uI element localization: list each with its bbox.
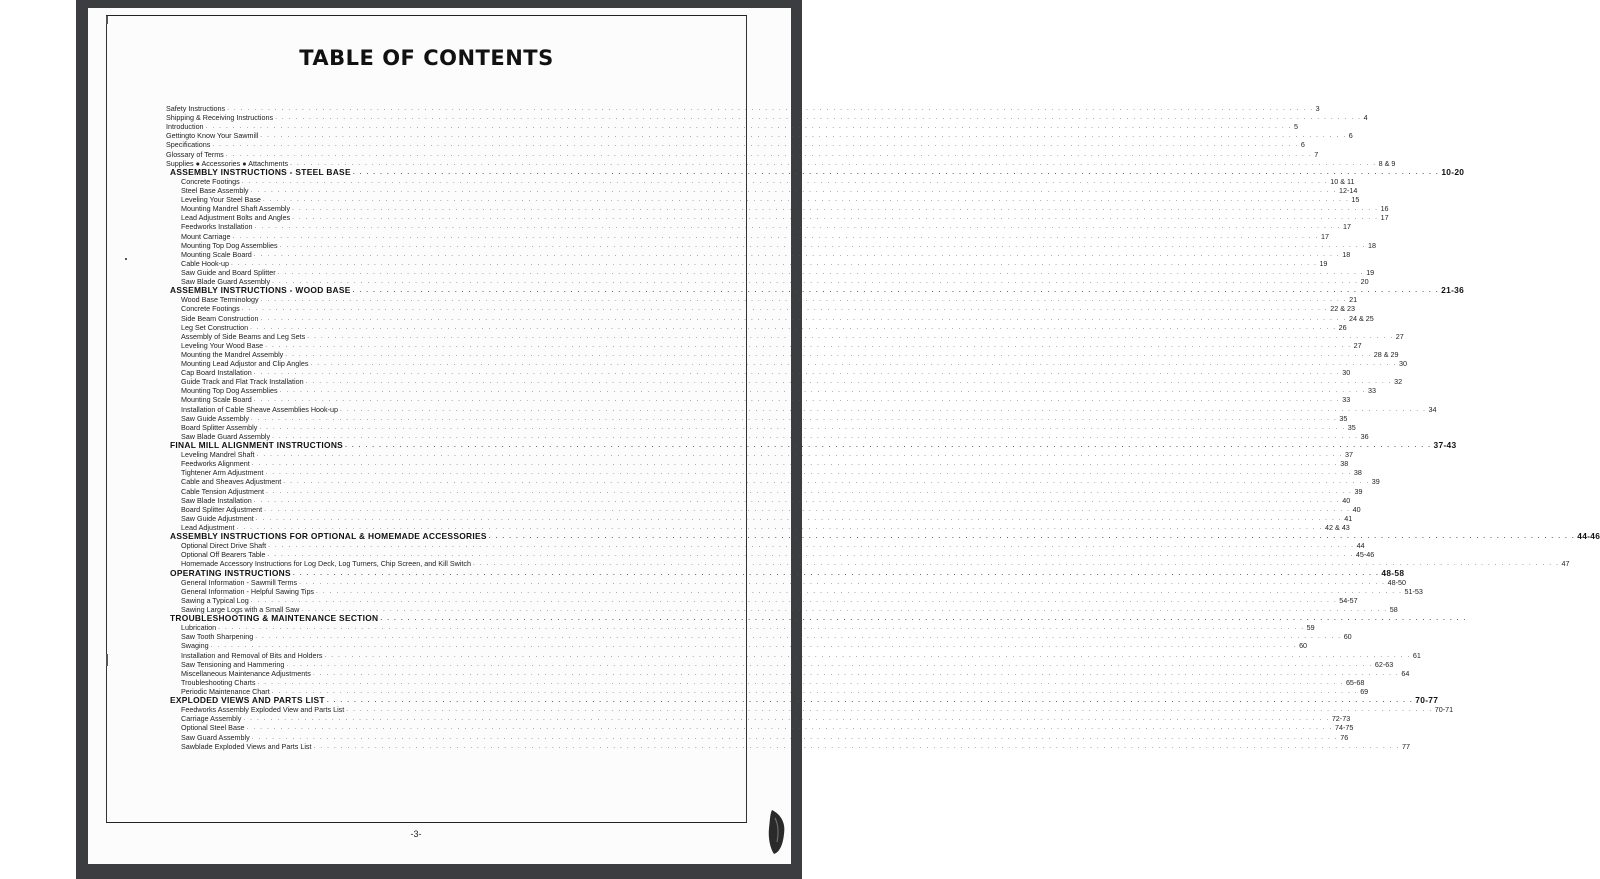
toc-entry-title: Steel Base Assembly <box>181 185 249 195</box>
toc-entry <box>166 122 1299 132</box>
toc-entry <box>166 213 1389 223</box>
toc-entry-title: Cable and Sheaves Adjustment <box>181 477 282 487</box>
toc-entry <box>166 113 1368 123</box>
toc-entry <box>166 267 1375 277</box>
toc-entry-page: 44-46 <box>1577 531 1600 542</box>
toc-section-heading <box>166 166 1465 177</box>
toc-entry-page: 26 <box>1338 322 1347 332</box>
toc-entry-title: OPERATING INSTRUCTIONS <box>170 567 291 578</box>
dot-leader: . . . . . . . . . . . . . . . . . . . . . . . . . . . . . . . . . . . . . . . . . . . . . . . . . . . . . . . . . . . . . . . . . . . . . . . . . . . . . . . . . . . . . . . . . . . . . . . . . . . . . . . . . . . . . . . . . . . . . . . . . . . . . . . . . . . . . . . . . . . . . . . . . . . . . . . . . . . . . . . . <box>286 660 1373 668</box>
toc-entry-title: Saw Guide Adjustment <box>181 513 254 523</box>
toc-entry-title: General Information - Helpful Sawing Tips <box>181 586 315 596</box>
toc-entry-page: 39 <box>1354 486 1363 496</box>
dot-leader: . . . . . . . . . . . . . . . . . . . . . . . . . . . . . . . . . . . . . . . . . . . . . . . . . . . . . . . . . . . . . . . . . . . . . . . . . . . . . . . . . . . . . . . . . . . . . . . . . . . . . . . . . . . . . . . . . . . . . . . . . . . . . . . . . . . . . . . . . . . . . . . . . . . . . . . . . . . . . . . . <box>253 250 1341 258</box>
toc-entry <box>166 386 1377 396</box>
toc-entry-page: 10-20 <box>1441 166 1465 177</box>
toc-entry-title: Mounting Scale Board <box>181 395 252 405</box>
toc-entry <box>166 668 1410 678</box>
toc-entry-page: 37-43 <box>1433 440 1457 451</box>
toc-entry-page: 74-75 <box>1335 723 1354 733</box>
toc-entry-page: 40 <box>1352 504 1361 514</box>
toc-section-heading <box>166 285 1465 296</box>
toc-entry-page: 20 <box>1360 277 1369 287</box>
toc-entry <box>166 459 1349 469</box>
dot-leader: . . . . . . . . . . . . . . . . . . . . . . . . . . . . . . . . . . . . . . . . . . . . . . . . . . . . . . . . . . . . . . . . . . . . . . . . . . . . . . . . . . . . . . . . . . . . . . . . . . . . . . . . . . . . . . . . . . . . . . . . . . . . . . . . . . . . . . . . . . . . . . . . . . . . . . . . . . . . . . . . <box>275 114 1362 122</box>
toc-entry-title: Cable Tension Adjustment <box>181 486 264 496</box>
toc-entry-page: 30 <box>1342 368 1351 378</box>
dot-leader: . . . . . . . . . . . . . . . . . . . . . . . . . . . . . . . . . . . . . . . . . . . . . . . . . . . . . . . . . . . . . . . . . . . . . . . . . . . . . . . . . . . . . . . . . . . . . . . . . . . . . . . . . . . . . . . . . . . . . . . . . . . . . . . . . . . . . . . . . . . . . . . . . . . . . . . . . . . . . . . . <box>285 350 1372 358</box>
dot-leader: . . . . . . . . . . . . . . . . . . . . . . . . . . . . . . . . . . . . . . . . . . . . . . . . . . . . . . . . . . . . . . . . . . . . . . . . . . . . . . . . . . . . . . . . . . . . . . . . . . . . . . . . . . . . . . . . . . . . . . . . . . . . . . . . . . . . . . . . . . . . . . . . . . . . . . . . . . . . . . . . <box>292 205 1379 213</box>
dot-leader: . . . . . . . . . . . . . . . . . . . . . . . . . . . . . . . . . . . . . . . . . . . . . . . . . . . . . . . . . . . . . . . . . . . . . . . . . . . . . . . . . . . . . . . . . . . . . . . . . . . . . . . . . . . . . . . . . . . . . . . . . . . . . . . . . . . . . . . . . . . . . . . . . . . . . . . . . . . . . . . . <box>352 168 1440 176</box>
dot-leader: . . . . . . . . . . . . . . . . . . . . . . . . . . . . . . . . . . . . . . . . . . . . . . . . . . . . . . . . . . . . . . . . . . . . . . . . . . . . . . . . . . . . . . . . . . . . . . . . . . . . . . . . . . . . . . . . . . . . . . . . . . . . . . . . . . . . . . . . . . . . . . . . . . . . . . . . . . . . . . . . <box>279 241 1367 249</box>
dot-leader: . . . . . . . . . . . . . . . . . . . . . . . . . . . . . . . . . . . . . . . . . . . . . . . . . . . . . . . . . . . . . . . . . . . . . . . . . . . . . . . . . . . . . . . . . . . . . . . . . . . . . . . . . . . . . . . . . . . . . . . . . . . . . . . . . . . . . . . . . . . . . . . . . . . . . . . . . . . . . . . . <box>324 651 1411 659</box>
toc-entry <box>166 450 1354 460</box>
toc-entry-page: 72-73 <box>1331 714 1351 724</box>
toc-entry <box>166 304 1355 314</box>
toc-entry-title: Mounting Mandrel Shaft Assembly <box>181 204 291 214</box>
toc-entry-title: Sawing Large Logs with a Small Saw <box>181 605 300 614</box>
dot-leader: . . . . . . . . . . . . . . . . . . . . . . . . . . . . . . . . . . . . . . . . . . . . . . . . . . . . . . . . . . . . . . . . . . . . . . . . . . . . . . . . . . . . . . . . . . . . . . . . . . . . . . . . . . . . . . . . . . . . . . . . . . . . . . . . . . . . . . . . . . . . . . . . . . . . . . . . . . . . . . . . <box>277 268 1365 276</box>
toc-entry <box>166 586 1423 596</box>
dot-leader: . . . . . . . . . . . . . . . . . . . . . . . . . . . . . . . . . . . . . . . . . . . . . . . . . . . . . . . . . . . . . . . . . . . . . . . . . . . . . . . . . . . . . . . . . . . . . . . . . . . . . . . . . . . . . . . . . . . . . . . . . . . . . . . . . . . . . . . . . . . . . . . . . . . . . . . . . . . . . . . . <box>256 451 1344 459</box>
toc-entry-title: Concrete Footings <box>181 304 240 314</box>
toc-entry-title: Leveling Your Steel Base <box>181 195 261 205</box>
toc-entry-page: 69 <box>1360 686 1369 696</box>
toc-entry-title: Concrete Footings <box>181 176 240 186</box>
dot-leader: . . . . . . . . . . . . . . . . . . . . . . . . . . . . . . . . . . . . . . . . . . . . . . . . . . . . . . . . . . . . . . . . . . . . . . . . . . . . . . . . . . . . . . . . . . . . . . . . . . . . . . . . . . . . . . . . . . . . . . . . . . . . . . . . . . . . . . . . . . . . . . . . . . . . . . . . . . . . . . . . <box>345 442 1432 450</box>
dot-leader: . . . . . . . . . . . . . . . . . . . . . . . . . . . . . . . . . . . . . . . . . . . . . . . . . . . . . . . . . . . . . . . . . . . . . . . . . . . . . . . . . . . . . . . . . . . . . . . . . . . . . . . . . . . . . . . . . . . . . . . . . . . . . . . . . . . . . . . . . . . . . . . . . . . . . . . . . . . . . . . . <box>301 606 1388 613</box>
toc-entry-page: 7 <box>1314 149 1319 159</box>
toc-entry <box>166 650 1421 660</box>
toc-entry-page: 19 <box>1366 267 1375 277</box>
toc-entry-page: 30 <box>1398 359 1407 369</box>
toc-entry-title: Optional Direct Drive Shaft <box>181 541 267 551</box>
toc-entry-title: Lead Adjustment Bolts and Angles <box>181 213 291 223</box>
dot-leader: . . . . . . . . . . . . . . . . . . . . . . . . . . . . . . . . . . . . . . . . . . . . . . . . . . . . . . . . . . . . . . . . . . . . . . . . . . . . . . . . . . . . . . . . . . . . . . . . . . . . . . . . . . . . . . . . . . . . . . . . . . . . . . . . . . . . . . . . . . . . . . . . . . . . . . . . . . . . . . . . <box>246 724 1334 732</box>
page-title: TABLE OF CONTENTS <box>299 46 554 70</box>
toc-entry-title: Mounting Scale Board <box>181 249 252 259</box>
toc-entry-title: Introduction <box>166 122 204 132</box>
toc-entry-title: Leveling Your Wood Base <box>181 340 264 350</box>
toc-entry-page: 34 <box>1428 404 1437 414</box>
toc-entry-title: Leveling Mandrel Shaft <box>181 450 255 460</box>
toc-entry <box>166 577 1406 587</box>
toc-entry-title: Side Beam Construction <box>181 313 259 323</box>
toc-entry-page: 6 <box>1348 131 1353 141</box>
toc-entry <box>166 349 1399 359</box>
toc-entry-title: Saw Blade Guard Assembly <box>181 277 271 287</box>
dot-leader: . . . . . . . . . . . . . . . . . . . . . . . . . . . . . . . . . . . . . . . . . . . . . . . . . . . . . . . . . . . . . . . . . . . . . . . . . . . . . . . . . . . . . . . . . . . . . . . . . . . . . . . . . . . . . . . . . . . . . . . . . . . . . . . . . . . . . . . . . . . . . . . . . . . . . . . . . . . . . . . . <box>262 196 1350 204</box>
dot-leader: . . . . . . . . . . . . . . . . . . . . . . . . . . . . . . . . . . . . . . . . . . . . . . . . . . . . . . . . . . . . . . . . . . . . . . . . . . . . . . . . . . . . . . . . . . . . . . . . . . . . . . . . . . . . . . . . . . . . . . . . . . . . . . . . . . . . . . . . . . . . . . . . . . . . . . . . . . . . . . . . <box>265 341 1352 349</box>
toc-entry-title: Miscellaneous Maintenance Adjustments <box>181 668 311 678</box>
dot-leader: . . . . . . . . . . . . . . . . . . . . . . . . . . . . . . . . . . . . . . . . . . . . . . . . . . . . . . . . . . . . . . . . . . . . . . . . . . . . . . . . . . . . . . . . . . . . . . . . . . . . . . . . . . . . . . . . . . . . . . . . . . . . . . . . . . . . . . . . . . . . . . . . . . . . . . . . . . . . . . . . <box>250 323 1337 331</box>
toc-entry-title: Cap Board Installation <box>181 368 252 378</box>
toc-entry-title: ASSEMBLY INSTRUCTIONS - STEEL BASE <box>170 166 351 177</box>
toc-entry-page: 27 <box>1353 340 1362 350</box>
toc-entry <box>166 504 1361 514</box>
toc-entry-page: 48-50 <box>1387 577 1406 587</box>
toc-entry <box>166 204 1389 214</box>
toc-entry <box>166 103 1320 113</box>
dot-leader: . . . . . . . . . . . . . . . . . . . . . . . . . . . . . . . . . . . . . . . . . . . . . . . . . . . . . . . . . . . . . . . . . . . . . . . . . . . . . . . . . . . . . . . . . . . . . . . . . . . . . . . . . . . . . . . . . . . . . . . . . . . . . . . . . . . . . . . . . . . . . . . . . . . . . . . . . . . . . . . . <box>307 332 1394 340</box>
dot-leader: . . . . . . . . . . . . . . . . . . . . . . . . . . . . . . . . . . . . . . . . . . . . . . . . . . . . . . . . . . . . . . . . . . . . . . . . . . . . . . . . . . . . . . . . . . . . . . . . . . . . . . . . . . . . . . . . . . . . . . . . . . . . . . . . . . . . . . . . . . . . . . . . . . . . . . . . . . . . . . . . <box>271 687 1359 695</box>
toc-entry-title: ASSEMBLY INSTRUCTIONS - WOOD BASE <box>170 285 351 296</box>
toc-entry-page: 6 <box>1300 140 1305 150</box>
dot-leader: . . . . . . . . . . . . . . . . . . . . . . . . . . . . . . . . . . . . . . . . . . . . . . . . . . . . . . . . . . . . . . . . . . . . . . . . . . . . . . . . . . . . . . . . . . . . . . . . . . . . . . . . . . . . . . . . . . . . . . . . . . . . . . . . . . . . . . . . . . . . . . . . . . . . . . . . . . . . . . . . <box>225 150 1313 158</box>
toc-entry <box>166 231 1330 241</box>
toc-entry <box>166 222 1351 232</box>
toc-entry-title: Supplies ● Accessories ● Attachments <box>166 158 289 168</box>
toc-entry-title: Saw Blade Installation <box>181 495 252 505</box>
toc-entry-title: Mounting Top Dog Assemblies <box>181 386 278 396</box>
toc-entry-page: 35 <box>1339 413 1348 423</box>
dot-leader: . . . . . . . . . . . . . . . . . . . . . . . . . . . . . . . . . . . . . . . . . . . . . . . . . . . . . . . . . . . . . . . . . . . . . . . . . . . . . . . . . . . . . . . . . . . . . . . . . . . . . . . . . . . . . . . . . . . . . . . . . . . . . . . . . . . . . . . . . . . . . . . . . . . . . . . . . . . . . . . . <box>232 232 1320 240</box>
toc-entry-title: Feedworks Installation <box>181 222 253 232</box>
toc-entry-title: ASSEMBLY INSTRUCTIONS FOR OPTIONAL & HOMEMADE ACCESSORIES <box>170 531 487 542</box>
toc-entry-title: General Information - Sawmill Terms <box>181 577 298 587</box>
toc-entry-page: 62-63 <box>1374 659 1394 669</box>
dot-leader: . . . . . . . . . . . . . . . . . . . . . . . . . . . . . . . . . . . . . . . . . . . . . . . . . . . . . . . . . . . . . . . . . . . . . . . . . . . . . . . . . . . . . . . . . . . . . . . . . . . . . . . . . . . . . . . . . . . . . . . . . . . . . . . . . . . . . . . . . . . . . . . . . . . . . . . . . . . . . . . . <box>253 369 1341 377</box>
dot-leader: . . . . . . . . . . . . . . . . . . . . . . . . . . . . . . . . . . . . . . . . . . . . . . . . . . . . . . . . . . . . . . . . . . . . . . . . . . . . . . . . . . . . . . . . . . . . . . . . . . . . . . . . . . . . . . . . . . . . . . . . . . . . . . . . . . . . . . . . . . . . . . . . . . . . . . . . . . . . . . . . <box>260 296 1348 304</box>
toc-entry-page: 70-77 <box>1415 695 1439 706</box>
toc-entry-page: 41 <box>1344 513 1353 523</box>
toc-entry-page: 17 <box>1321 231 1330 241</box>
dot-leader: . . . . . . . . . . . . . . . . . . . . . . . . . . . . . . . . . . . . . . . . . . . . . . . . . . . . . . . . . . . . . . . . . . . . . . . . . . . . . . . . . . . . . . . . . . . . . . . . . . . . . . . . . . . . . . . . . . . . . . . . . . . . . . . . . . . . . . . . . . . . . . . . . . . . . . . . . . . . . . . . <box>243 715 1330 723</box>
toc-entry <box>166 340 1362 350</box>
toc-entry <box>166 149 1319 159</box>
toc-entry-title: Tightener Arm Adjustment <box>181 468 264 478</box>
edge-mark <box>106 16 108 24</box>
toc-entry <box>166 377 1403 387</box>
toc-entry-title: Troubleshooting Charts <box>181 677 256 687</box>
edge-mark <box>106 654 108 666</box>
dot-leader: . . . . . . . . . . . . . . . . . . . . . . . . . . . . . . . . . . . . . . . . . . . . . . . . . . . . . . . . . . . . . . . . . . . . . . . . . . . . . . . . . . . . . . . . . . . . . . . . . . . . . . . . . . . . . . . . . . . . . . . . . . . . . . . . . . . . . . . . . . . . . . . . . . . . . . . . . . . . . . . . <box>340 405 1427 413</box>
toc-entry-page: 70-71 <box>1434 705 1454 715</box>
toc-entry-page: 18 <box>1342 249 1351 259</box>
dot-leader: . . . . . . . . . . . . . . . . . . . . . . . . . . . . . . . . . . . . . . . . . . . . . . . . . . . . . . . . . . . . . . . . . . . . . . . . . . . . . . . . . . . . . . . . . . . . . . . . . . . . . . . . . . . . . . . . . . . . . . . . . . . . . . . . . . . . . . . . . . . . . . . . . . . . . . . . . . . . . . . . <box>272 278 1359 286</box>
dot-leader: . . . . . . . . . . . . . . . . . . . . . . . . . . . . . . . . . . . . . . . . . . . . . . . . . . . . . . . . . . . . . . . . . . . . . . . . . . . . . . . . . . . . . . . . . . . . . . . . . . . . . . . . . . . . . . . . . . . . . . . . . . . . . . . . . . . . . . . . . . . . . . . . . . . . . . . . . . . . . . . . <box>265 487 1353 495</box>
toc-entry <box>166 723 1354 733</box>
toc-section-heading <box>166 567 1405 578</box>
dot-leader: . . . . . . . . . . . . . . . . . . . . . . . . . . . . . . . . . . . . . . . . . . . . . . . . . . . . . . . . . . . . . . . . . . . . . . . . . . . . . . . . . . . . . . . . . . . . . . . . . . . . . . . . . . . . . . . . . . . . . . . . . . . . . . . . . . . . . . . . . . . . . . . . . . . . . . . . . . . . . . . . <box>251 460 1339 468</box>
toc-entry <box>166 395 1351 405</box>
toc-entry-title: Assembly of Side Beams and Leg Sets <box>181 331 306 341</box>
toc-entry <box>166 495 1351 505</box>
toc-entry-title: Safety Instructions <box>166 103 226 113</box>
toc-entry-title: Sawblade Exploded Views and Parts List <box>181 741 312 751</box>
toc-entry-page: 36 <box>1360 431 1369 441</box>
toc-entry-title: Board Splitter Assembly <box>181 422 258 432</box>
dot-leader: . . . . . . . . . . . . . . . . . . . . . . . . . . . . . . . . . . . . . . . . . . . . . . . . . . . . . . . . . . . . . . . . . . . . . . . . . . . . . . . . . . . . . . . . . . . . . . . . . . . . . . . . . . . . . . . . . . . . . . . . . . . . . . . . . . . . . . . . . . . . . . . . . . . . . . . . . . . . . . . . <box>255 633 1342 641</box>
dot-leader: . . . . . . . . . . . . . . . . . . . . . . . . . . . . . . . . . . . . . . . . . . . . . . . . . . . . . . . . . . . . . . . . . . . . . . . . . . . . . . . . . . . . . . . . . . . . . . . . . . . . . . . . . . . . . . . . . . . . . . . . . . . . . . . . . . . . . . . . . . . . . . . . . . . . . . . . . . . . . . . . <box>241 305 1329 313</box>
toc-entry-page: 32 <box>1394 377 1403 387</box>
toc-entry-title: EXPLODED VIEWS AND PARTS LIST <box>170 695 325 706</box>
dot-leader: . . . . . . . . . . . . . . . . . . . . . . . . . . . . . . . . . . . . . . . . . . . . . . . . . . . . . . . . . . . . . . . . . . . . . . . . . . . . . . . . . . . . . . . . . . . . . . . . . . . . . . . . . . . . . . . . . . . . . . . . . . . . . . . . . . . . . . . . . . . . . . . . . . . . . . . . . . . . . . . . <box>241 177 1329 185</box>
toc-entry-title: TROUBLESHOOTING & MAINTENANCE SECTION <box>170 613 379 624</box>
toc-section-heading <box>166 531 1600 542</box>
toc-entry-title: Feedworks Alignment <box>181 459 250 469</box>
dot-leader: . . . . . . . . . . . . . . . . . . . . . . . . . . . . . . . . . . . . . . . . . . . . . . . . . . . . . . . . . . . . . . . . . . . . . . . . . . . . . . . . . . . . . . . . . . . . . . . . . . . . . . . . . . . . . . . . . . . . . . . . . . . . . . . . . . . . . . . . . . . . . . . . . . . . . . . . . . . . . . . . <box>253 496 1341 504</box>
toc-entry <box>166 368 1351 378</box>
toc-entry <box>166 176 1355 186</box>
toc-entry-page: 16 <box>1380 204 1389 214</box>
toc-entry-page: 12-14 <box>1339 185 1358 195</box>
toc-entry-page: 47 <box>1561 559 1570 569</box>
toc-entry <box>166 632 1352 642</box>
dot-leader: . . . . . . . . . . . . . . . . . . . . . . . . . . . . . . . . . . . . . . . . . . . . . . . . . . . . . . . . . . . . . . . . . . . . . . . . . . . . . . . . . . . . . . . . . . . . . . . . . . . . . . . . . . . . . . . . . . . . . . . . . . . . . . . . . . . . . . . . . . . . . . . . . . . . . . . . . . . . . . . . <box>255 514 1343 522</box>
table-of-contents <box>166 103 1600 751</box>
dot-leader: . . . . . . . . . . . . . . . . . . . . . . . . . . . . . . . . . . . . . . . . . . . . . . . . . . . . . . . . . . . . . . . . . . . . . . . . . . . . . . . . . . . . . . . . . . . . . . . . . . . . . . . . . . . . . . . . . . . . . . . . . . . . . . . . . . . . . . . . . . . . . . . . . . . . . . . . . . . . . . . . <box>205 123 1293 131</box>
toc-entry-title: Specifications <box>166 140 211 150</box>
toc-entry <box>166 195 1360 205</box>
toc-entry-page: 65-68 <box>1345 677 1365 687</box>
page-curl-thumb-icon <box>766 808 788 856</box>
toc-entry-page: 35 <box>1347 422 1356 432</box>
toc-entry-page: 8 & 9 <box>1378 158 1396 168</box>
dot-leader: . . . . . . . . . . . . . . . . . . . . . . . . . . . . . . . . . . . . . . . . . . . . . . . . . . . . . . . . . . . . . . . . . . . . . . . . . . . . . . . . . . . . . . . . . . . . . . . . . . . . . . . . . . . . . . . . . . . . . . . . . . . . . . . . . . . . . . . . . . . . . . . . . . . . . . . . . . . . . . . . <box>257 678 1344 686</box>
toc-entry-title: Mounting the Mandrel Assembly <box>181 349 284 359</box>
toc-entry-title: Mounting Lead Adjustor and Clip Angles <box>181 359 309 369</box>
dot-leader: . . . . . . . . . . . . . . . . . . . . . . . . . . . . . . . . . . . . . . . . . . . . . . . . . . . . . . . . . . . . . . . . . . . . . . . . . . . . . . . . . . . . . . . . . . . . . . . . . . . . . . . . . . . . . . . . . . . . . . . . . . . . . . . . . . . . . . . . . . . . . . . . . . . . . . . . . . . . . . . . <box>230 259 1318 267</box>
toc-entry-page: 44 <box>1356 541 1365 551</box>
dot-leader: . . . . . . . . . . . . . . . . . . . . . . . . . . . . . . . . . . . . . . . . . . . . . . . . . . . . . . . . . . . . . . . . . . . . . . . . . . . . . . . . . . . . . . . . . . . . . . . . . . . . . . . . . . . . . . . . . . . . . . . . . . . . . . . . . . . . . . . . . . . . . . . . . . . . . . . . . . . . . . . . <box>290 159 1377 167</box>
toc-entry-page: 10 & 11 <box>1330 176 1355 186</box>
dot-leader: . . . . . . . . . . . . . . . . . . . . . . . . . . . . . . . . . . . . . . . . . . . . . . . . . . . . . . . . . . . . . . . . . . . . . . . . . . . . . . . . . . . . . . . . . . . . . . . . . . . . . . . . . . . . . . . . . . . . . . . . . . . . . . . . . . . . . . . . . . . . . . . . . . . . . . . . . . . . . . . . <box>292 214 1379 222</box>
dot-leader: . . . . . . . . . . . . . . . . . . . . . . . . . . . . . . . . . . . . . . . . . . . . . . . . . . . . . . . . . . . . . . . . . . . . . . . . . . . . . . . . . . . . . . . . . . . . . . . . . . . . . . . . . . . . . . . . . . . . . . . . . . . . . . . . . . . . . . . . . . . . . . . . . . . . . . . . . . . . . . . . <box>260 314 1347 322</box>
page-number: -3- <box>410 829 422 839</box>
toc-section-heading <box>166 695 1439 706</box>
toc-entry-page: 5 <box>1294 122 1299 132</box>
toc-entry <box>166 131 1353 141</box>
toc-entry-page: 59 <box>1306 623 1315 633</box>
toc-entry-page: 54-57 <box>1339 595 1358 605</box>
toc-entry-page: 64 <box>1401 668 1410 678</box>
toc-entry-page: 77 <box>1402 741 1411 751</box>
toc-section-heading <box>166 440 1457 451</box>
toc-entry-title: Mount Carriage <box>181 231 231 241</box>
toc-entry-title: Lubrication <box>181 623 217 633</box>
toc-entry-page: 60 <box>1299 641 1308 651</box>
toc-entry <box>166 140 1305 150</box>
dot-leader: . . . . . . . . . . . . . . . . . . . . . . . . . . . . . . . . . . . . . . . . . . . . . . . . . . . . . . . . . . . . . . . . . . . . . . . . . . . . . . . . . . . . . . . . . . . . . . . . . . . . . . . . . . . . . . . . . . . . . . . . . . . . . . . . . . . . . . . . . . . . . . . . . . . . . . . . . . . . . . . . <box>227 104 1314 112</box>
dot-leader: . . . . . . . . . . . . . . . . . . . . . . . . . . . . . . . . . . . . . . . . . . . . . . . . . . . . . . . . . . . . . . . . . . . . . . . . . . . . . . . . . . . . . . . . . . . . . . . . . . . . . . . . . . . . . . . . . . . . . . . . . . . . . . . . . . . . . . . . . . . . . . . . . . . . . . . . . . . . . . . . <box>250 186 1337 194</box>
toc-entry-page: 33 <box>1342 395 1351 405</box>
dot-leader: . . . . . . . . . . . . . . . . . . . . . . . . . . . . . . . . . . . . . . . . . . . . . . . . . . . . . . . . . . . . . . . . . . . . . . . . . . . . . . . . . . . . . . . . . . . . . . . . . . . . . . . . . . . . . . . . . . . . . . . . . . . . . . . . . . . . . . . . . . . . . . . . . . . . . . . . . . . . . . . . <box>267 551 1354 559</box>
dot-leader: . . . . . . . . . . . . . . . . . . . . . . . . . . . . . . . . . . . . . . . . . . . . . . . . . . . . . . . . . . . . . . . . . . . . . . . . . . . . . . . . . . . . . . . . . . . . . . . . . . . . . . . . . . . . . . . . . . . . . . . . . . . . . . . . . . . . . . . . . . . . . . . . . . . . . . . . . . . . . . . . <box>316 587 1403 595</box>
toc-entry <box>166 641 1308 651</box>
toc-entry-title: Carriage Assembly <box>181 714 242 724</box>
dot-leader: . . . . . . . . . . . . . . . . . . . . . . . . . . . . . . . . . . . . . . . . . . . . . . . . . . . . . . . . . . . . . . . . . . . . . . . . . . . . . . . . . . . . . . . . . . . . . . . . . . . . . . . . . . . . . . . . . . . . . . . . . . . . . . . . . . . . . . . . . . . . . . . . . . . . . . . . . . . . . . . . <box>488 533 1576 541</box>
toc-entry-title: Sawing a Typical Log <box>181 595 249 605</box>
dot-leader: . . . . . . . . . . . . . . . . . . . . . . . . . . . . . . . . . . . . . . . . . . . . . . . . . . . . . . . . . . . . . . . . . . . . . . . . . . . . . . . . . . . . . . . . . . . . . . . . . . . . . . . . . . . . . . . . . . . . . . . . . . . . . . . . . . . . . . . . . . . . . . . . . . . . . . . . . . . . . . . . <box>352 287 1440 295</box>
toc-entry-title: Homemade Accessory Instructions for Log Deck, Log Turners, Chip Screen, and Kill Switch <box>181 559 472 569</box>
dot-leader: . . . . . . . . . . . . . . . . . . . . . . . . . . . . . . . . . . . . . . . . . . . . . . . . . . . . . . . . . . . . . . . . . . . . . . . . . . . . . . . . . . . . . . . . . . . . . . . . . . . . . . . . . . . . . . . . . . . . . . . . . . . . . . . . . . . . . . . . . . . . . . . . . . . . . . . . . . . . . . . . <box>305 378 1393 386</box>
toc-entry <box>166 422 1356 432</box>
dot-leader: . . . . . . . . . . . . . . . . . . . . . . . . . . . . . . . . . . . . . . . . . . . . . . . . . . . . . . . . . . . . . . . . . . . . . . . . . . . . . . . . . . . . . . . . . . . . . . . . . . . . . . . . . . . . . . . . . . . . . . . . . . . . . . . . . . . . . . . . . . . . . . . . . . . . . . . . . . . . . . . . <box>473 560 1560 568</box>
toc-entry-title: Guide Track and Flat Track Installation <box>181 377 304 387</box>
toc-entry-title: Installation and Removal of Bits and Holders <box>181 650 323 660</box>
toc-entry <box>166 541 1365 551</box>
toc-entry-page: 58 <box>1389 605 1398 614</box>
toc-entry-page: 15 <box>1351 195 1360 205</box>
toc-entry <box>166 705 1454 715</box>
toc-entry <box>166 595 1358 605</box>
toc-entry-page: 19 <box>1319 258 1328 268</box>
toc-entry-title: Saw Tensioning and Hammering <box>181 659 285 669</box>
toc-entry-title: Saw Tooth Sharpening <box>181 632 254 642</box>
toc-entry-page: 3 <box>1315 103 1320 113</box>
toc-entry-page: 42 & 43 <box>1325 523 1350 533</box>
toc-entry <box>166 741 1411 751</box>
toc-entry-page: 48-58 <box>1381 567 1405 578</box>
toc-entry-page: 17 <box>1380 213 1389 223</box>
toc-entry <box>166 513 1353 523</box>
toc-entry-page: 28 & 29 <box>1373 349 1399 359</box>
toc-entry-page: 21-36 <box>1441 285 1465 296</box>
dot-leader: . . . . . . . . . . . . . . . . . . . . . . . . . . . . . . . . . . . . . . . . . . . . . . . . . . . . . . . . . . . . . . . . . . . . . . . . . . . . . . . . . . . . . . . . . . . . . . . . . . . . . . . . . . . . . . . . . . . . . . . . . . . . . . . . . . . . . . . . . . . . . . . . . . . . . . . . . . . . . . . . <box>279 387 1367 395</box>
dot-leader: . . . . . . . . . . . . . . . . . . . . . . . . . . . . . . . . . . . . . . . . . . . . . . . . . . . . . . . . . . . . . . . . . . . . . . . . . . . . . . . . . . . . . . . . . . . . . . . . . . . . . . . . . . . . . . . . . . . . . . . . . . . . . . . . . . . . . . . . . . . . . . . . . . . . . . . . . . . . . . . . <box>346 706 1433 714</box>
toc-entry-page: 27 <box>1395 331 1404 341</box>
dot-leader: . . . . . . . . . . . . . . . . . . . . . . . . . . . . . . . . . . . . . . . . . . . . . . . . . . . . . . . . . . . . . . . . . . . . . . . . . . . . . . . . . . . . . . . . . . . . . . . . . . . . . . . . . . . . . . . . . . . . . . . . . . . . . . . . . . . . . . . . . . . . . . . . . . . . . . . . . . . . . . . . <box>212 141 1299 149</box>
toc-entry-title: Cable Hook-up <box>181 258 229 268</box>
dot-leader: . . . . . . . . . . . . . . . . . . . . . . . . . . . . . . . . . . . . . . . . . . . . . . . . . . . . . . . . . . . . . . . . . . . . . . . . . . . . . . . . . . . . . . . . . . . . . . . . . . . . . . . . . . . . . . . . . . . . . . . . . . . . . . . . . . . . . . . . . . . . . . . . . . . . . . . . . . . . . . . . <box>264 505 1351 513</box>
toc-entry-page: 37 <box>1345 450 1354 460</box>
dot-leader: . . . . . . . . . . . . . . . . . . . . . . . . . . . . . . . . . . . . . . . . . . . . . . . . . . . . . . . . . . . . . . . . . . . . . . . . . . . . . . . . . . . . . . . . . . . . . . . . . . . . . . . . . . . . . . . . . . . . . . . . . . . . . . . . . . . . . . . . . . . . . . . . . . . . . . . . . . . . . . . . <box>268 542 1355 550</box>
toc-entry-title: Saw Blade Guard Assembly <box>181 431 271 441</box>
dot-leader: . . . . . . . . . . . . . . . . . . . . . . . . . . . . . . . . . . . . . . . . . . . . . . . . . . . . . . . . . . . . . . . . . . . . . . . . . . . . . . . . . . . . . . . . . . . . . . . . . . . . . . . . . . . . . . . . . . . . . . . . . . . . . . . . . . . . . . . . . . . . . . . . . . . . . . . . . . . . . . . . <box>283 478 1370 486</box>
toc-entry <box>166 313 1374 323</box>
toc-entry <box>166 550 1375 560</box>
toc-entry-page: 22 & 23 <box>1330 304 1355 314</box>
toc-entry-page: 4 <box>1363 113 1368 123</box>
dot-leader: . . . . . . . . . . . . . . . . . . . . . . . . . . . . . . . . . . . . . . . . . . . . . . . . . . . . . . . . . . . . . . . . . . . . . . . . . . . . . . . . . . . . . . . . . . . . . . . . . . . . . . . . . . . . . . . . . . . . . . . . . . . . . . . . . . . . . . . . . . . . . . . . . . . . . . . . . . . . . . . . <box>310 360 1397 368</box>
toc-entry-title: FINAL MILL ALIGNMENT INSTRUCTIONS <box>170 440 344 451</box>
toc-entry <box>166 331 1404 341</box>
toc-entry-page: 51-53 <box>1404 586 1423 596</box>
dot-leader: . . . . . . . . . . . . . . . . . . . . . . . . . . . . . . . . . . . . . . . . . . . . . . . . . . . . . . . . . . . . . . . . . . . . . . . . . . . . . . . . . . . . . . . . . . . . . . . . . . . . . . . . . . . . . . . . . . . . . . . . . . . . . . . . . . . . . . . . . . . . . . . . . . . . . . . . . . . . . . . . <box>260 132 1347 140</box>
toc-entry-title: Feedworks Assembly Exploded View and Parts List <box>181 705 345 715</box>
toc-entry-title: Board Splitter Adjustment <box>181 504 263 514</box>
dot-leader: . . . . . . . . . . . . . . . . . . . . . . . . . . . . . . . . . . . . . . . . . . . . . . . . . . . . . . . . . . . . . . . . . . . . . . . . . . . . . . . . . . . . . . . . . . . . . . . . . . . . . . . . . . . . . . . . . . . . . . . . . . . . . . . . . . . . . . . . . . . . . . . . . . . . . . . . . . . . . . . . <box>259 423 1346 431</box>
toc-entry <box>166 249 1351 259</box>
dot-leader: . . . . . . . . . . . . . . . . . . . . . . . . . . . . . . . . . . . . . . . . . . . . . . . . . . . . . . . . . . . . . . . . . . . . . . . . . . . . . . . . . . . . . . . . . . . . . . . . . . . . . . . . . . . . . . . . . . . . . . . . . . . . . . . . . . . . . . . . . . . . . . . . . . . . . . . . . . . . . . . . <box>299 578 1386 586</box>
toc-entry <box>166 185 1358 195</box>
toc-entry-page: 33 <box>1368 386 1377 396</box>
dot-leader: . . . . . . . . . . . . . . . . . . . . . . . . . . . . . . . . . . . . . . . . . . . . . . . . . . . . . . . . . . . . . . . . . . . . . . . . . . . . . . . . . . . . . . . . . . . . . . . . . . . . . . . . . . . . . . . . . . . . . . . . . . . . . . . . . . . . . . . . . . . . . . . . . . . . . . . . . . . . . . . . <box>254 223 1341 231</box>
toc-entry-page: 76 <box>1340 732 1349 742</box>
toc-entry-title: Gettingto Know Your Sawmill <box>166 131 259 141</box>
dot-leader: . . . . . . . . . . . . . . . . . . . . . . . . . . . . . . . . . . . . . . . . . . . . . . . . . . . . . . . . . . . . . . . . . . . . . . . . . . . . . . . . . . . . . . . . . . . . . . . . . . . . . . . . . . . . . . . . . . . . . . . . . . . . . . . . . . . . . . . . . . . . . . . . . . . . . . . . . . . . . . . . <box>253 396 1341 404</box>
toc-section-heading <box>166 613 1467 624</box>
dot-leader: . . . . . . . . . . . . . . . . . . . . . . . . . . . . . . . . . . . . . . . . . . . . . . . . . . . . . . . . . . . . . . . . . . . . . . . . . . . . . . . . . . . . . . . . . . . . . . . . . . . . . . . . . . . . . . . . . . . . . . . . . . . . . . . . . . . . . . . . . . . . . . . . . . . . . . . . . . . . . . . . <box>313 742 1401 750</box>
toc-entry-title: Installation of Cable Sheave Assemblies Hook-up <box>181 404 339 414</box>
toc-entry-page: 21 <box>1349 295 1358 305</box>
toc-entry-title: Shipping & Receiving Instructions <box>166 113 274 123</box>
toc-entry <box>166 477 1380 487</box>
toc-entry <box>166 623 1315 633</box>
toc-entry <box>166 322 1347 332</box>
toc-entry <box>166 240 1377 250</box>
dot-leader: . . . . . . . . . . . . . . . . . . . . . . . . . . . . . . . . . . . . . . . . . . . . . . . . . . . . . . . . . . . . . . . . . . . . . . . . . . . . . . . . . . . . . . . . . . . . . . . . . . . . . . . . . . . . . . . . . . . . . . . . . . . . . . . . . . . . . . . . . . . . . . . . . . . . . . . . . . . . . . . . <box>210 642 1298 650</box>
dot-leader: . . . . . . . . . . . . . . . . . . . . . . . . . . . . . . . . . . . . . . . . . . . . . . . . . . . . . . . . . . . . . . . . . . . . . . . . . . . . . . . . . . . . . . . . . . . . . . . . . . . . . . . . . . . . . . . . . . . . . . . . . . . . . . . . . . . . . . . . . . . . . . . . . . . . . . . . . . . . . . . . <box>265 469 1352 477</box>
toc-entry <box>166 659 1394 669</box>
toc-entry <box>166 714 1351 724</box>
dot-leader: . . . . . . . . . . . . . . . . . . . . . . . . . . . . . . . . . . . . . . . . . . . . . . . . . . . . . . . . . . . . . . . . . . . . . . . . . . . . . . . . . . . . . . . . . . . . . . . . . . . . . . . . . . . . . . . . . . . . . . . . . . . . . . . . . . . . . . . . . . . . . . . . . . . . . . . . . . . . . . . . <box>292 569 1380 577</box>
toc-entry <box>166 359 1407 369</box>
toc-entry <box>166 468 1362 478</box>
toc-entry-title: Periodic Maintenance Chart <box>181 686 270 696</box>
toc-entry-page: 38 <box>1353 468 1362 478</box>
toc-entry <box>166 413 1348 423</box>
dot-leader: . . . . . . . . . . . . . . . . . . . . . . . . . . . . . . . . . . . . . . . . . . . . . . . . . . . . . . . . . . . . . . . . . . . . . . . . . . . . . . . . . . . . . . . . . . . . . . . . . . . . . . . . . . . . . . . . . . . . . . . . . . . . . . . . . . . . . . . . . . . . . . . . . . . . . . . . . . . . . . . . <box>312 669 1400 677</box>
toc-entry-title: Saw Guide Assembly <box>181 413 249 423</box>
dot-leader: . . . . . . . . . . . . . . . . . . . . . . . . . . . . . . . . . . . . . . . . . . . . . . . . . . . . . . . . . . . . . . . . . . . . . . . . . . . . . . . . . . . . . . . . . . . . . . . . . . . . . . . . . . . . . . . . . . . . . . . . . . . . . . . . . . . . . . . . . . . . . . . . . . . . . . . . . . . . . . . . <box>218 624 1305 632</box>
toc-entry <box>166 295 1358 305</box>
toc-entry-title: Leg Set Construction <box>181 322 249 332</box>
toc-entry-title: Swaging <box>181 641 209 651</box>
toc-entry <box>166 486 1363 496</box>
toc-entry-title: Wood Base Terminology <box>181 295 259 305</box>
dot-leader: . . . . . . . . . . . . . . . . . . . . . . . . . . . . . . . . . . . . . . . . . . . . . . . . . . . . . . . . . . . . . . . . . . . . . . . . . . . . . . . . . . . . . . . . . . . . . . . . . . . . . . . . . . . . . . . . . . . . . . . . . . . . . . . . . . . . . . . . . . . . . . . . . . . . . . . . . . . . . . . . <box>250 596 1338 604</box>
dot-leader: . . . . . . . . . . . . . . . . . . . . . . . . . . . . . . . . . . . . . . . . . . . . . . . . . . . . . . . . . . . . . . . . . . . . . . . . . . . . . . . . . . . . . . . . . . . . . . . . . . . . . . . . . . . . . . . . . . . . . . . . . . . . . . . . . . . . . . . . . . . . . . . . . . . . . . . . . . . . . . . . <box>250 414 1338 422</box>
dot-leader: . . . . . . . . . . . . . . . . . . . . . . . . . . . . . . . . . . . . . . . . . . . . . . . . . . . . . . . . . . . . . . . . . . . . . . . . . . . . . . . . . . . . . . . . . . . . . . . . . . . . . . . . . . . . . . . . . . . . . . . . . . . . . . . . . . . . . . . . . . . . . . . . . . . . . . . . . . . . . . . . <box>272 432 1359 440</box>
toc-entry-page: 60 <box>1343 632 1352 642</box>
toc-entry <box>166 732 1349 742</box>
toc-entry-page: 45-46 <box>1355 550 1375 560</box>
toc-entry <box>166 404 1437 414</box>
toc-entry <box>166 258 1328 268</box>
toc-entry-page: 40 <box>1342 495 1351 505</box>
toc-entry-page: 39 <box>1371 477 1380 487</box>
toc-entry-title: Optional Off Bearers Table <box>181 550 266 560</box>
toc-entry-title: Saw Guard Assembly <box>181 732 250 742</box>
toc-entry-title: Glossary of Terms <box>166 149 224 159</box>
toc-entry-title: Saw Guide and Board Splitter <box>181 267 276 277</box>
speck-mark <box>125 258 127 260</box>
toc-entry-title: Mounting Top Dog Assemblies <box>181 240 278 250</box>
toc-entry-page: 61 <box>1412 650 1421 660</box>
toc-entry-page: 38 <box>1340 459 1349 469</box>
dot-leader: . . . . . . . . . . . . . . . . . . . . . . . . . . . . . . . . . . . . . . . . . . . . . . . . . . . . . . . . . . . . . . . . . . . . . . . . . . . . . . . . . . . . . . . . . . . . . . . . . . . . . . . . . . . . . . . . . . . . . . . . . . . . . . . . . . . . . . . . . . . . . . . . . . . . . . . . . . . . . . . . <box>236 524 1324 532</box>
toc-entry-title: Optional Steel Base <box>181 723 245 733</box>
toc-entry <box>166 677 1365 687</box>
dot-leader: . . . . . . . . . . . . . . . . . . . . . . . . . . . . . . . . . . . . . . . . . . . . . . . . . . . . . . . . . . . . . . . . . . . . . . . . . . . . . . . . . . . . . . . . . . . . . . . . . . . . . . . . . . . . . . . . . . . . . . . . . . . . . . . . . . . . . . . . . . . . . . . . . . . . . . . . . . . . . . . . <box>380 615 1467 623</box>
dot-leader: . . . . . . . . . . . . . . . . . . . . . . . . . . . . . . . . . . . . . . . . . . . . . . . . . . . . . . . . . . . . . . . . . . . . . . . . . . . . . . . . . . . . . . . . . . . . . . . . . . . . . . . . . . . . . . . . . . . . . . . . . . . . . . . . . . . . . . . . . . . . . . . . . . . . . . . . . . . . . . . . <box>326 697 1414 705</box>
toc-entry-title: Lead Adjustment <box>181 523 235 533</box>
toc-entry-page: 17 <box>1343 222 1351 232</box>
toc-entry-page: 18 <box>1368 240 1377 250</box>
toc-entry-page: 24 & 25 <box>1349 313 1374 323</box>
dot-leader: . . . . . . . . . . . . . . . . . . . . . . . . . . . . . . . . . . . . . . . . . . . . . . . . . . . . . . . . . . . . . . . . . . . . . . . . . . . . . . . . . . . . . . . . . . . . . . . . . . . . . . . . . . . . . . . . . . . . . . . . . . . . . . . . . . . . . . . . . . . . . . . . . . . . . . . . . . . . . . . . <box>251 733 1339 741</box>
